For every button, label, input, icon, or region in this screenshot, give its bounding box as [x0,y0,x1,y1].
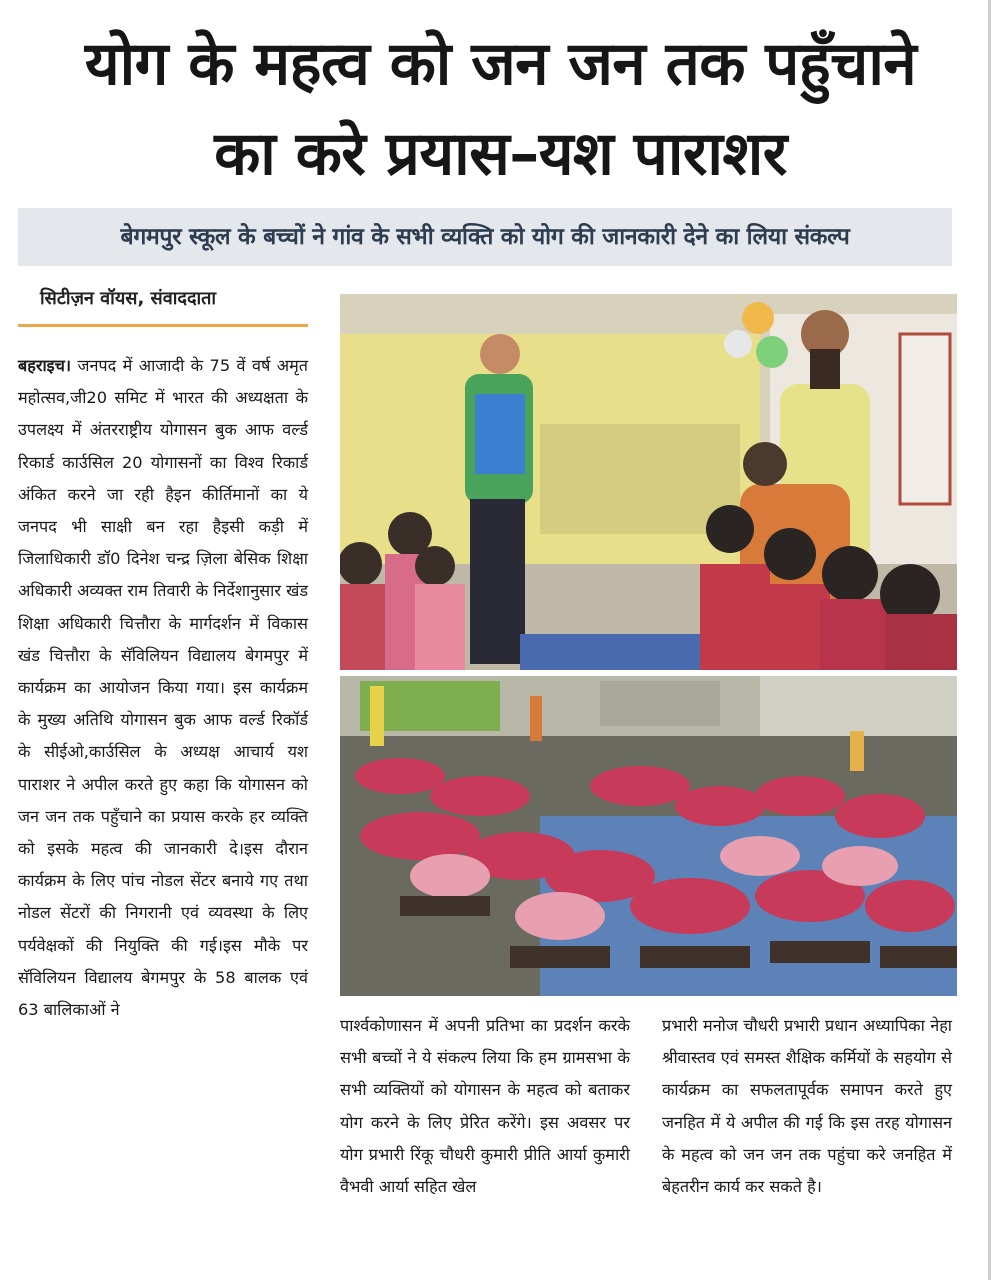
photo-instructor-addressing-students [340,294,957,670]
byline: सिटीज़न वॉयस, संवाददाता [40,288,217,309]
photo-students-performing-yoga [340,676,957,996]
subheadline: बेगमपुर स्कूल के बच्चों ने गांव के सभी व्यक्ति को योग की जानकारी देने का लिया संकल्प [18,208,952,266]
dateline: बहराइच। [18,356,72,375]
article-column-1 [18,350,308,1026]
column-2-text: पार्श्वकोणासन में अपनी प्रतिभा का प्रदर्शन करके सभी बच्चों ने ये संकल्प लिया कि हम ग्रामसभा के सभी व्यक्तियों को योगासन के महत्व को बताकर योग करने के लिए प्रेरित करेंगे। इस अवसर पर योग प्रभारी रिंकू चौधरी कुमारी प्रीति आर्या कुमारी वैभवी आर्या सहित खेल [340,1016,630,1197]
article-column-2 [340,1010,630,1203]
page-edge [988,0,991,1280]
photo-1-illustration [340,294,957,670]
column-1-text: जनपद में आजादी के 75 वें वर्ष अमृत महोत्सव,जी20 समिट में भारत की अध्यक्षता के उपलक्ष्य में अंतरराष्ट्रीय योगासन बुक आफ वर्ल्ड रिकार्ड कार्उसिल 20 योगासनों का विश्व रिकार्ड अंकित करने जा रही हैइन कीर्तिमानों का ये जनपद भी साक्षी बन रहा हैइसी कड़ी में जिलाधिकारी डॉ0 दिनेश चन्द्र ज़िला बेसिक शिक्षा अधिकारी अव्यक्त राम तिवारी के निर्देशानुसार खंड शिक्षा अधिकारी चित्तौरा के मार्गदर्शन में विकास खंड चित्तौरा के सॅविलियन विद्यालय बेगमपुर में कार्यक्रम का आयोजन किया गया। इस कार्यक्रम के मुख्य अतिथि योगासन बुक आफ वर्ल्ड रिकॉर्ड के सीईओ,कार्उसिल के अध्यक्ष आचार्य यश पाराशर ने अपील करते हुए कहा कि योगासन को जन जन तक पहुँचाने का प्रयास करके हर व्यक्ति को इसके महत्व की जानकारी दे।इस दौरान कार्यक्रम के लिए पांच नोडल सेंटर बनाये गए तथा नोडल सेंटरों की निगरानी एवं व्यवस्था के लिए पर्यवेक्षकों की नियुक्ति की गई।इस मौके पर सॅविलियन विद्यालय बेगमपुर के 58 बालक एवं 63 बालिकाओं ने [18,356,308,1020]
headline-line-1: योग के महत्व को जन जन तक पहुँचाने [84,29,917,99]
column-3-text: प्रभारी मनोज चौधरी प्रभारी प्रधान अध्यापिका नेहा श्रीवास्तव एवं समस्त शैक्षिक कर्मियों के सहयोग से कार्यक्रम का सफलतापूर्वक समापन करते हुए जनहित में ये अपील की गई कि इस तरह योगासन के महत्व को जन जन तक पहुंचा करे जनहित में बेहतरीन कार्य कर सकते है। [662,1016,952,1197]
headline-line-2: का करे प्रयास–यश पाराशर [214,119,787,189]
byline-divider [18,324,308,327]
photo-2-illustration [340,676,957,996]
article-column-3 [662,1010,952,1203]
